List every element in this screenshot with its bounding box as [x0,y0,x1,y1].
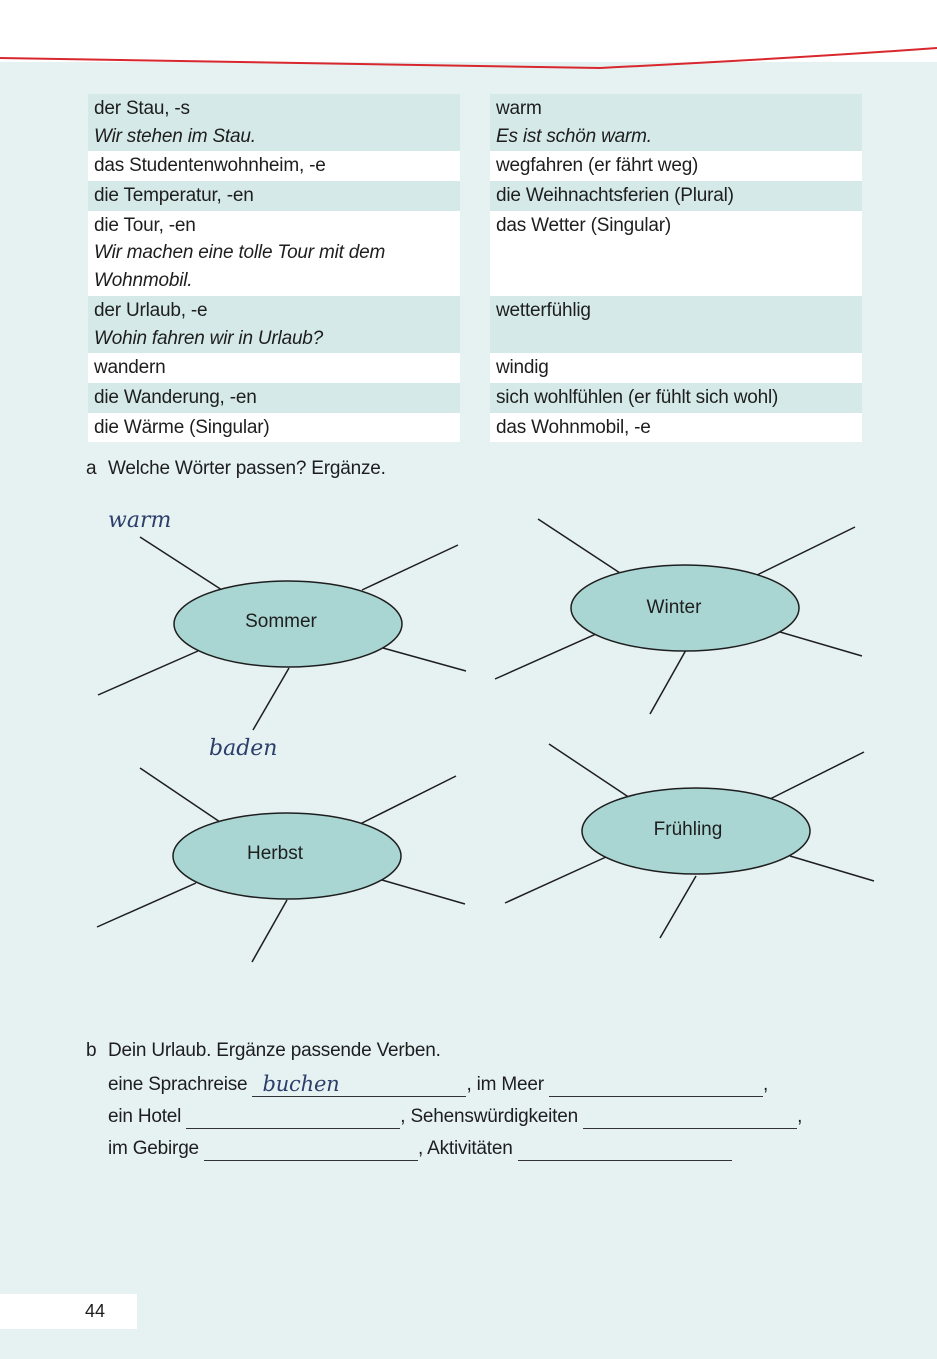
task-b-line-1-text: eine Sprachreise [108,1074,248,1095]
word-web-diagram [0,490,937,980]
bubble-label-sommer: Sommer [245,611,317,632]
handwritten-baden: baden [209,736,278,761]
vocab-word: windig [496,357,549,379]
page-number-box [0,1294,137,1329]
handwritten-warm: warm [108,508,172,533]
answer-blank-3[interactable] [186,1107,400,1129]
vocabulary-column-right [490,94,862,442]
handwritten-buchen: buchen [262,1072,340,1096]
task-b-line-1 [108,1073,768,1097]
task-b-line-1-end: , [762,1074,769,1095]
word-web-herbst [97,768,465,962]
vocabulary-column-left [88,94,460,442]
vocab-example: Wohin fahren wir in Urlaub? [94,327,324,349]
vocab-row [88,413,460,443]
vocab-row [490,151,862,181]
task-b-letter: b [86,1040,97,1061]
vocab-word: die Temperatur, -en [94,185,254,207]
task-a-heading [86,457,386,481]
vocab-word: wetterfühlig [496,299,591,321]
vocab-word: die Wanderung, -en [94,386,257,408]
word-web-winter [495,519,862,714]
vocab-row [490,296,862,353]
answer-blank-2[interactable] [549,1075,763,1097]
vocab-word: das Wohnmobil, -e [496,416,651,438]
bubble-label-herbst: Herbst [247,843,303,864]
vocab-word: das Studentenwohnheim, -e [94,155,326,177]
task-b-heading [86,1039,441,1063]
task-b-instruction: Dein Urlaub. Ergänze passende Verben. [108,1040,441,1061]
vocab-word: das Wetter (Singular) [496,214,671,236]
task-b-line-2 [108,1105,802,1129]
answer-blank-1[interactable] [252,1072,466,1097]
red-divider-line [0,42,937,72]
vocab-example: Wir stehen im Stau. [94,125,256,147]
page-number: 44 [85,1301,106,1321]
vocab-row [88,211,460,296]
vocab-word: der Urlaub, -e [94,299,208,321]
answer-blank-5[interactable] [204,1139,418,1161]
vocab-row [490,211,862,296]
vocab-row [490,181,862,211]
vocab-word: die Wärme (Singular) [94,416,270,438]
bubble-label-winter: Winter [646,597,702,618]
task-b-line-2-text-2: , Sehenswürdigkeiten [400,1106,578,1127]
task-a-letter: a [86,458,97,479]
task-b-line-3-text: im Gebirge [108,1138,199,1159]
vocab-row [88,151,460,181]
vocab-word: wandern [94,357,166,379]
vocab-word: der Stau, -s [94,98,190,119]
word-web-sommer [98,508,466,761]
vocab-word: die Tour, -en [94,214,196,236]
vocab-word: warm [496,98,542,119]
vocab-row [490,94,862,151]
task-a-instruction: Welche Wörter passen? Ergänze. [108,458,386,479]
task-b-line-3-text-2: , Aktivitäten [418,1138,513,1159]
vocab-row [88,296,460,353]
vocab-row [88,353,460,383]
task-b-line-2-text: ein Hotel [108,1106,182,1127]
vocab-row [490,413,862,443]
answer-blank-4[interactable] [583,1107,797,1129]
vocab-row [490,383,862,413]
vocab-word: sich wohlfühlen (er fühlt sich wohl) [496,386,779,408]
bubble-label-fruehling: Frühling [653,819,723,840]
task-b-line-2-end: , [797,1106,803,1127]
task-b-line-3 [108,1137,732,1161]
vocab-word: die Weihnachtsferien (Plural) [496,185,734,207]
vocab-row [88,181,460,211]
task-b-line-1-text-2: , im Meer [466,1074,544,1095]
word-web-fruehling [505,744,874,938]
answer-blank-6[interactable] [518,1139,732,1161]
vocab-row [490,353,862,383]
vocab-row [88,383,460,413]
vocab-example: Wir machen eine tolle Tour mit dem Wohnmobil. [94,242,386,292]
vocab-word: wegfahren (er fährt weg) [496,155,699,177]
vocab-example: Es ist schön warm. [496,125,652,147]
vocab-row [88,94,460,151]
